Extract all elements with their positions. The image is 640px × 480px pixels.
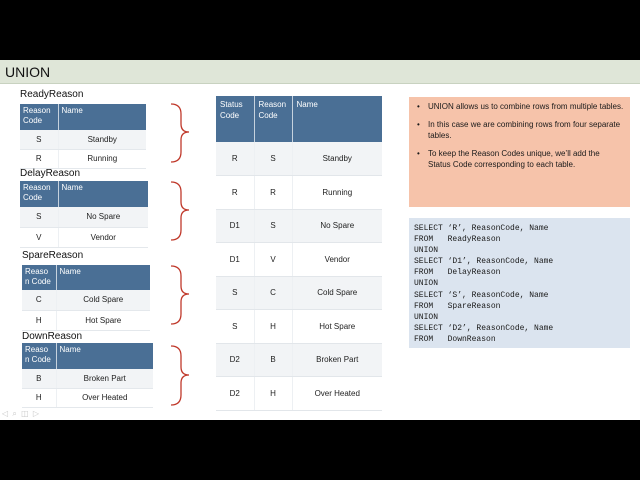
cell: R: [254, 176, 292, 210]
cell: Vendor: [292, 243, 382, 277]
slide-title: UNION: [5, 64, 51, 80]
column-header: Status Code: [216, 96, 254, 142]
cell: Running: [58, 149, 146, 168]
cell: No Spare: [292, 209, 382, 243]
column-header: Name: [292, 96, 382, 142]
cell: S: [20, 207, 58, 227]
sql-line: UNION: [414, 246, 439, 256]
sql-line: SELECT ‘S’, ReasonCode, Name: [414, 290, 549, 300]
cell: R: [216, 142, 254, 176]
column-header: Reason Code: [20, 104, 58, 130]
cell: S: [216, 276, 254, 310]
cell: S: [216, 310, 254, 344]
sql-line: UNION: [414, 279, 439, 289]
column-header: Name: [56, 343, 153, 369]
cell: V: [254, 243, 292, 277]
cell: B: [254, 343, 292, 377]
table-row: [216, 243, 382, 277]
sql-line: FROM SpareReason: [414, 301, 501, 311]
cell: Standby: [292, 142, 382, 176]
cell: Running: [292, 176, 382, 210]
cell: B: [22, 369, 56, 388]
cell: Over Heated: [56, 388, 153, 407]
column-header: Reaso n Code: [22, 265, 56, 290]
bullet-list: [415, 101, 624, 170]
cell: Over Heated: [292, 377, 382, 411]
sql-line: FROM DownReason: [414, 334, 496, 344]
cell: S: [20, 130, 58, 149]
cell: D2: [216, 343, 254, 377]
sql-line: FROM DelayReason: [414, 268, 501, 278]
bullet-item: • UNION allows us to combine rows from multiple tables.: [417, 102, 624, 111]
table-union-result: [216, 96, 382, 411]
cell: H: [22, 388, 56, 407]
bullet-icon: •: [417, 120, 420, 129]
column-header: Name: [56, 265, 150, 290]
table-name-downreason: DownReason: [22, 331, 83, 342]
table-name-delayreason: DelayReason: [20, 168, 81, 179]
sql-code-box: [409, 218, 630, 348]
cell: H: [254, 377, 292, 411]
cell: Broken Part: [56, 369, 153, 388]
sql-line: SELECT ‘D2’, ReasonCode, Name: [414, 323, 554, 333]
cell: S: [254, 209, 292, 243]
cell: C: [22, 290, 56, 310]
right-brace-icon: [171, 182, 189, 240]
cell: Hot Spare: [56, 310, 150, 330]
bullet-item: • To keep the Reason Codes unique, we’ll add the Status Code corresponding to each table.: [417, 149, 600, 169]
table-name-sparereason: SpareReason: [22, 250, 84, 261]
cell: D1: [216, 209, 254, 243]
sql-line: SELECT ‘R’, ReasonCode, Name: [414, 224, 549, 233]
table-row: [216, 377, 382, 411]
cell: H: [22, 310, 56, 330]
table-row: [216, 142, 382, 176]
right-brace-icon: [171, 104, 189, 162]
table-row: [216, 176, 382, 210]
cell: V: [20, 227, 58, 247]
cell: C: [254, 276, 292, 310]
right-brace-icon: [171, 346, 189, 405]
sql-line: SELECT ‘D1’, ReasonCode, Name: [414, 257, 554, 267]
column-header: Reason Code: [20, 181, 58, 207]
cell: Vendor: [58, 227, 148, 247]
column-header: Reaso n Code: [22, 343, 56, 369]
info-box: [409, 97, 630, 207]
sql-line: FROM ReadyReason: [414, 235, 501, 245]
table-row: [216, 310, 382, 344]
cell: Cold Spare: [56, 290, 150, 310]
cell: H: [254, 310, 292, 344]
table-row: [216, 343, 382, 377]
slide: [0, 60, 640, 420]
cell: R: [216, 176, 254, 210]
table-row: [216, 209, 382, 243]
column-header: Name: [58, 104, 146, 130]
table-row: [216, 276, 382, 310]
cell: Cold Spare: [292, 276, 382, 310]
cell: Broken Part: [292, 343, 382, 377]
sql-line: UNION: [414, 312, 439, 322]
cell: D2: [216, 377, 254, 411]
table-name-readyreason: ReadyReason: [20, 89, 84, 100]
cell: D1: [216, 243, 254, 277]
bullet-item: • In this case we are combining rows from four separate tables.: [417, 120, 621, 140]
cell: Hot Spare: [292, 310, 382, 344]
column-header: Reason Code: [254, 96, 292, 142]
cell: Standby: [58, 130, 146, 149]
bullet-icon: •: [417, 149, 420, 158]
right-brace-icon: [171, 266, 189, 324]
cell: S: [254, 142, 292, 176]
cell: R: [20, 149, 58, 168]
bullet-icon: •: [417, 102, 420, 111]
slide-nav-icons[interactable]: ◁ ⌕ ◫ ▷: [2, 409, 41, 418]
cell: No Spare: [58, 207, 148, 227]
column-header: Name: [58, 181, 148, 207]
